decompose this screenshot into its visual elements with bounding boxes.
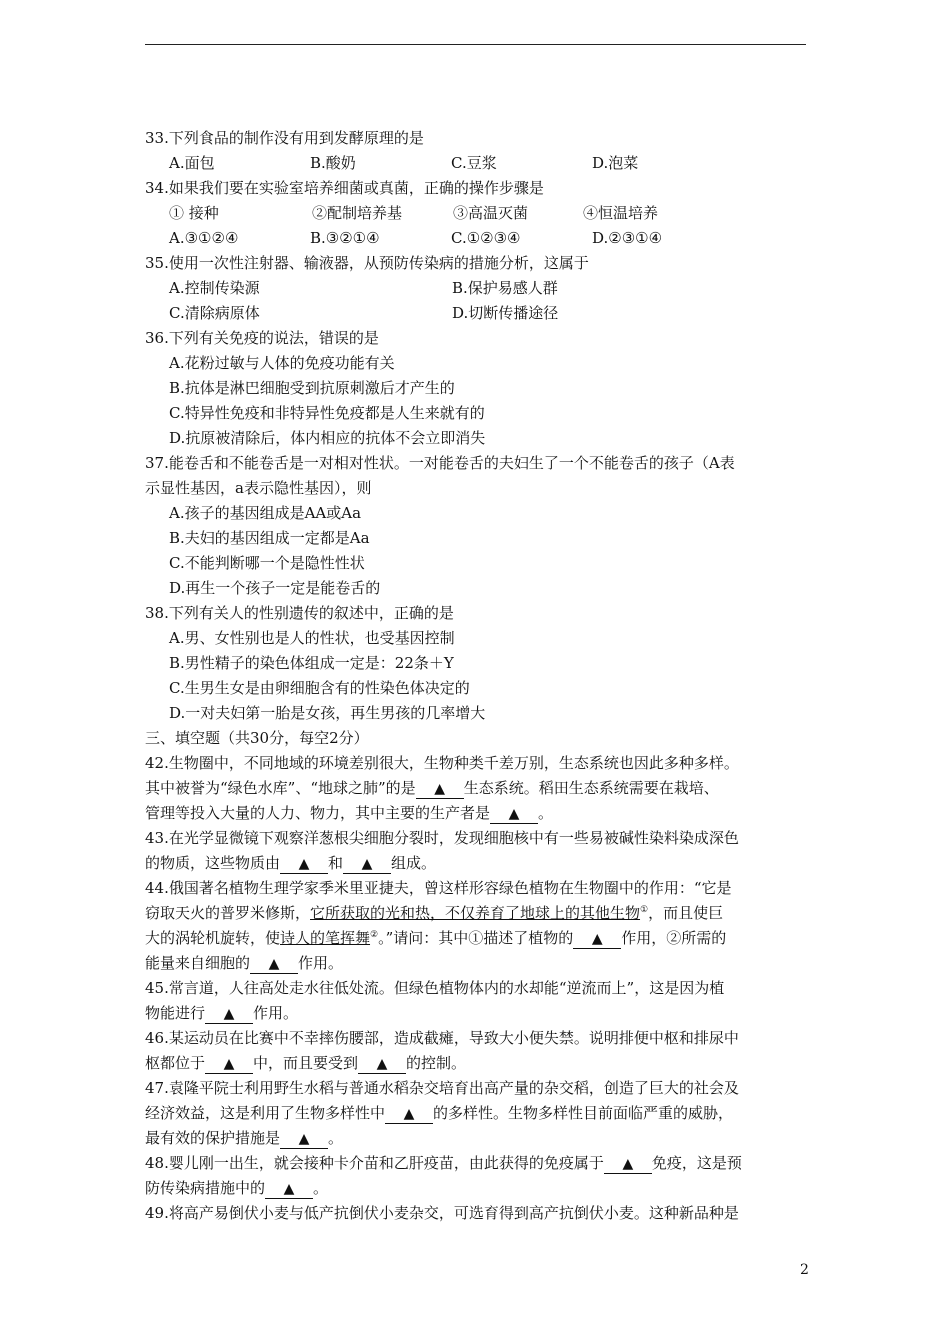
- q46-line2: 枢都位于 ▲ 中，而且要受到 ▲ 的控制。: [145, 1054, 467, 1072]
- q36-option-d: D.抗原被清除后，体内相应的抗体不会立即消失: [169, 429, 486, 447]
- answer-blank[interactable]: ▲: [280, 1130, 328, 1149]
- answer-blank[interactable]: ▲: [205, 1005, 253, 1024]
- q44-line2: 窃取天火的普罗米修斯，它所获取的光和热，不仅养育了地球上的其他生物①，而且使巨: [145, 904, 724, 922]
- q45-line2: 物能进行 ▲ 作用。: [145, 1004, 299, 1022]
- section-heading: 三、填空题（共30分，每空2分）: [145, 729, 369, 747]
- answer-blank[interactable]: ▲: [416, 780, 464, 799]
- q44-line3: 大的涡轮机旋转，使诗人的笔挥舞②。”请问：其中①描述了植物的 ▲ 作用，②所需的: [145, 929, 727, 947]
- q47-line1: 47.袁隆平院士利用野生水稻与普通水稻杂交培育出高产量的杂交稻，创造了巨大的社会及: [145, 1079, 739, 1097]
- answer-blank[interactable]: ▲: [205, 1055, 253, 1074]
- q34-step-3: ③高温灭菌: [453, 204, 529, 222]
- q34-option-b: B.③②①④: [310, 229, 380, 247]
- q35-option-b: B.保护易感人群: [452, 279, 558, 297]
- q47-line3: 最有效的保护措施是 ▲ 。: [145, 1129, 344, 1147]
- q42-line3: 管理等投入大量的人力、物力，其中主要的生产者是 ▲ 。: [145, 804, 554, 822]
- q34-stem: 34.如果我们要在实验室培养细菌或真菌，正确的操作步骤是: [145, 179, 544, 197]
- q35-option-d: D.切断传播途径: [452, 304, 559, 322]
- q37-stem-line1: 37.能卷舌和不能卷舌是一对相对性状。一对能卷舌的夫妇生了一个不能卷舌的孩子（A表: [145, 454, 735, 472]
- answer-blank[interactable]: ▲: [490, 805, 538, 824]
- q36-option-c: C.特异性免疫和非特异性免疫都是人生来就有的: [169, 404, 485, 422]
- q34-step-1: ① 接种: [169, 204, 219, 222]
- q35-option-c: C.清除病原体: [169, 304, 260, 322]
- answer-blank[interactable]: ▲: [250, 955, 298, 974]
- exam-body: [145, 126, 807, 1226]
- page-number: 2: [800, 1262, 809, 1278]
- answer-blank[interactable]: ▲: [385, 1105, 433, 1124]
- q37-option-c: C.不能判断哪一个是隐性性状: [169, 554, 365, 572]
- q34-option-a: A.③①②④: [169, 229, 239, 247]
- q42-line1: 42.生物圈中，不同地域的环境差别很大，生物种类千差万别，生态系统也因此多种多样。: [145, 754, 739, 772]
- q33-option-d: D.泡菜: [592, 154, 639, 172]
- q45-line1: 45.常言道，人往高处走水往低处流。但绿色植物体内的水却能“逆流而上”，这是因为植: [145, 979, 725, 997]
- q38-stem: 38.下列有关人的性别遗传的叙述中，正确的是: [145, 604, 454, 622]
- q34-option-c: C.①②③④: [451, 229, 521, 247]
- q37-option-a: A.孩子的基因组成是AA或Aa: [169, 504, 362, 522]
- answer-blank[interactable]: ▲: [358, 1055, 406, 1074]
- answer-blank[interactable]: ▲: [280, 855, 328, 874]
- q33-options: [145, 151, 807, 176]
- header-rule: [145, 44, 806, 45]
- q37-option-d: D.再生一个孩子一定是能卷舌的: [169, 579, 381, 597]
- answer-blank[interactable]: ▲: [604, 1155, 652, 1174]
- q37-stem-line2: 示显性基因，a表示隐性基因），则: [145, 479, 372, 497]
- q33-option-c: C.豆浆: [451, 154, 497, 172]
- q38-option-b: B.男性精子的染色体组成一定是：22条＋Y: [169, 654, 454, 672]
- q42-line2: 其中被誉为“绿色水库”、“地球之肺”的是 ▲ 生态系统。稻田生态系统需要在栽培、: [145, 779, 719, 797]
- q34-step-4: ④恒温培养: [583, 204, 659, 222]
- q34-steps: [145, 201, 807, 226]
- q38-option-d: D.一对夫妇第一胎是女孩，再生男孩的几率增大: [169, 704, 486, 722]
- q44-line4: 能量来自细胞的 ▲ 作用。: [145, 954, 344, 972]
- q38-option-c: C.生男生女是由卵细胞含有的性染色体决定的: [169, 679, 470, 697]
- q48-line1: 48.婴儿刚一出生，就会接种卡介苗和乙肝疫苗，由此获得的免疫属于 ▲ 免疫，这是预: [145, 1154, 742, 1172]
- q43-line2: 的物质，这些物质由 ▲ 和 ▲ 组成。: [145, 854, 437, 872]
- q34-option-d: D.②③①④: [592, 229, 663, 247]
- q44-line1: 44.俄国著名植物生理学家季米里亚捷夫，曾这样形容绿色植物在生物圈中的作用：“它是: [145, 879, 732, 897]
- q34-options: [145, 226, 807, 251]
- q36-stem: 36.下列有关免疫的说法，错误的是: [145, 329, 379, 347]
- q36-option-a: A.花粉过敏与人体的免疫功能有关: [169, 354, 395, 372]
- q34-step-2: ②配制培养基: [312, 204, 403, 222]
- q48-line2: 防传染病措施中的 ▲ 。: [145, 1179, 329, 1197]
- answer-blank[interactable]: ▲: [573, 930, 621, 949]
- q38-option-a: A.男、女性别也是人的性状，也受基因控制: [169, 629, 455, 647]
- q37-option-b: B.夫妇的基因组成一定都是Aa: [169, 529, 370, 547]
- q33-option-a: A.面包: [169, 154, 215, 172]
- q43-line1: 43.在光学显微镜下观察洋葱根尖细胞分裂时，发现细胞核中有一些易被碱性染料染成深色: [145, 829, 739, 847]
- q35-options-row1: [145, 276, 807, 301]
- answer-blank[interactable]: ▲: [265, 1180, 313, 1199]
- q49-line1: 49.将高产易倒伏小麦与低产抗倒伏小麦杂交，可选育得到高产抗倒伏小麦。这种新品种是: [145, 1204, 739, 1222]
- answer-blank[interactable]: ▲: [343, 855, 391, 874]
- q36-option-b: B.抗体是淋巴细胞受到抗原刺激后才产生的: [169, 379, 455, 397]
- q46-line1: 46.某运动员在比赛中不幸摔伤腰部，造成截瘫，导致大小便失禁。说明排便中枢和排尿中: [145, 1029, 739, 1047]
- q33-stem: 33.下列食品的制作没有用到发酵原理的是: [145, 129, 424, 147]
- q35-stem: 35.使用一次性注射器、输液器，从预防传染病的措施分析，这属于: [145, 254, 589, 272]
- q35-option-a: A.控制传染源: [169, 279, 260, 297]
- q33-option-b: B.酸奶: [310, 154, 356, 172]
- q47-line2: 经济效益，这是利用了生物多样性中 ▲ 的多样性。生物多样性目前面临严重的威胁，: [145, 1104, 734, 1122]
- q35-options-row2: [145, 301, 807, 326]
